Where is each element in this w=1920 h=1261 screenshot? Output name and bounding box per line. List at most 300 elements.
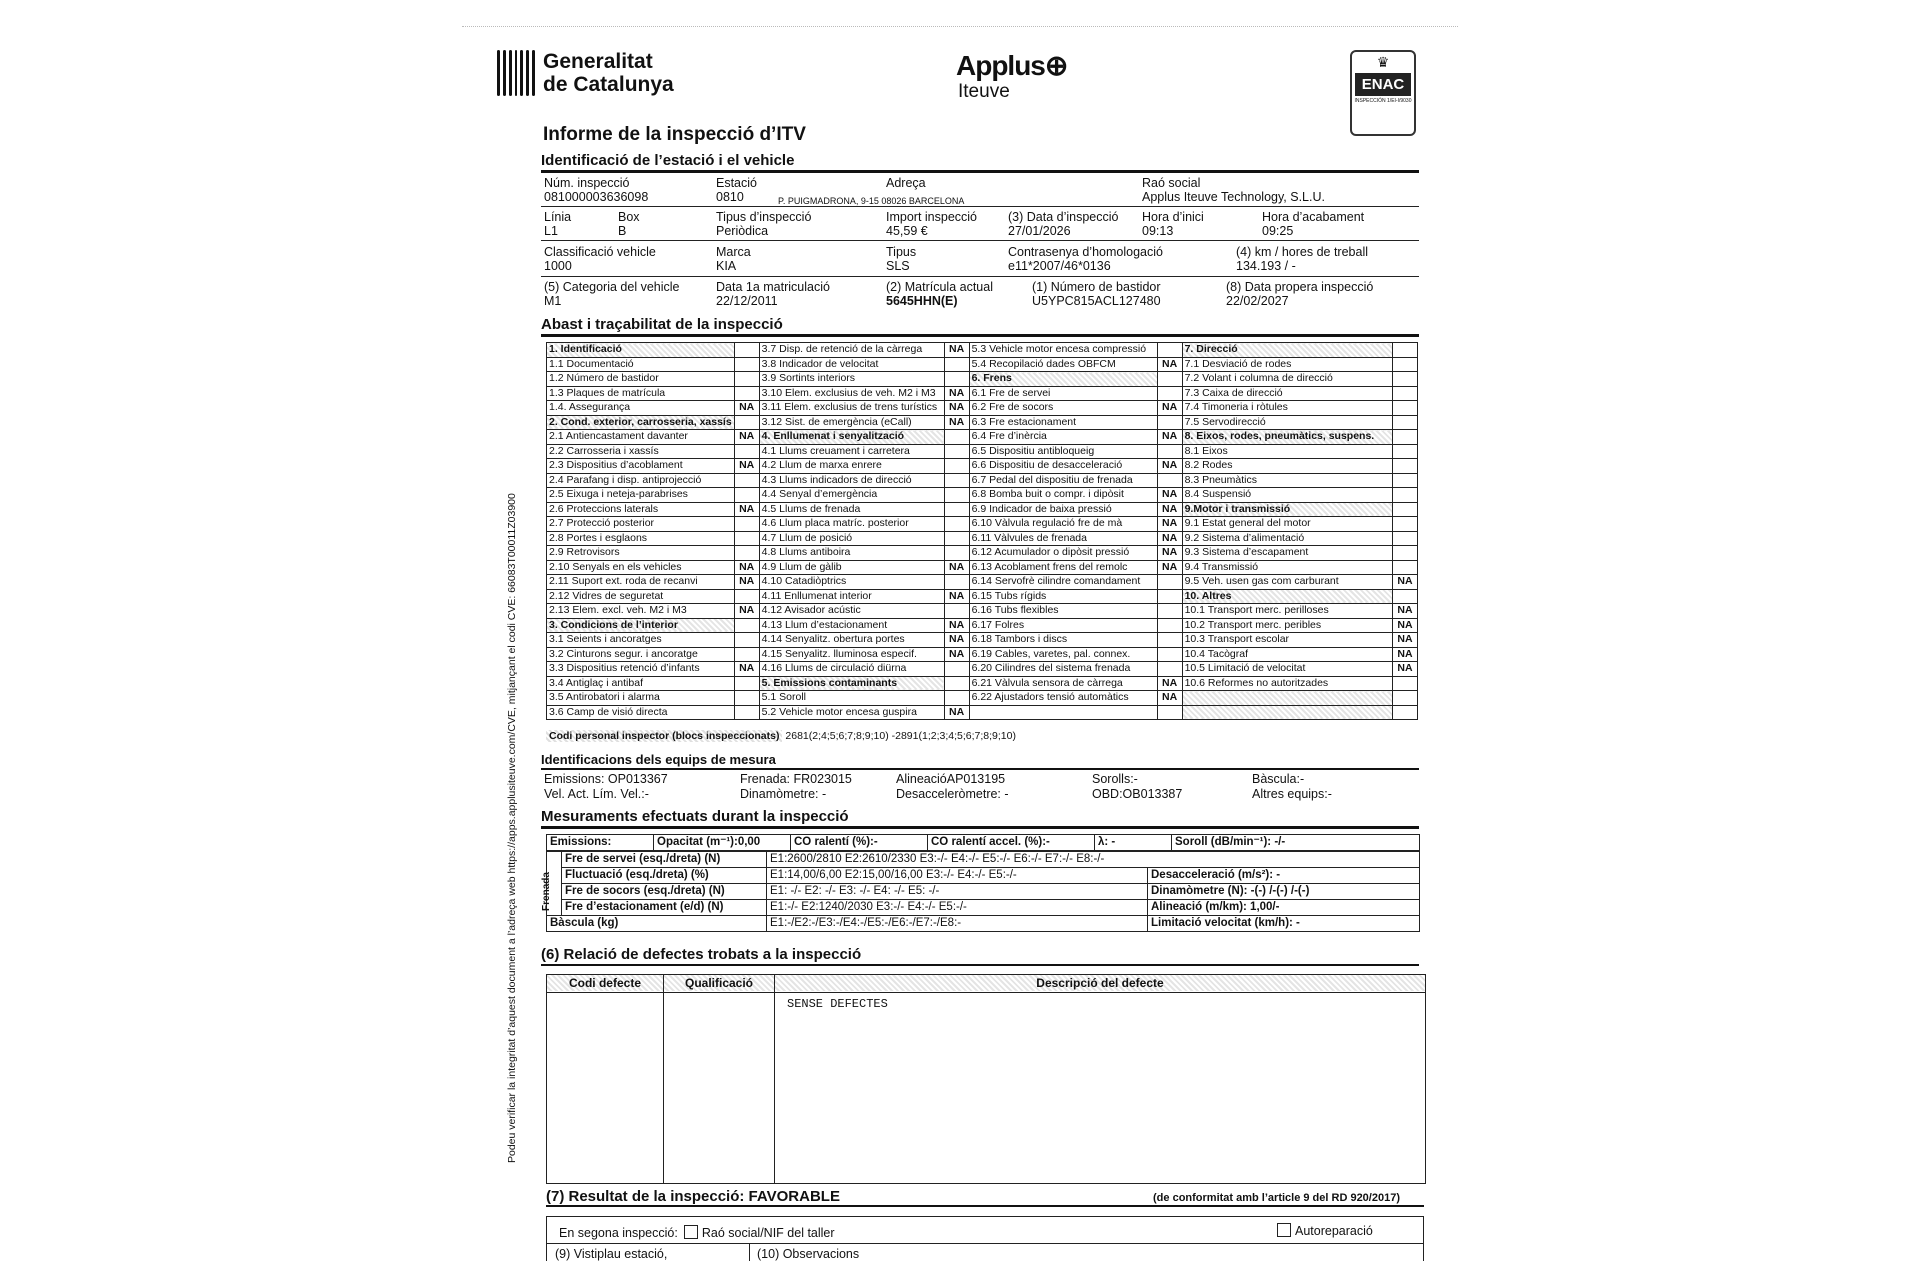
abast-status-cell: NA [944,705,969,720]
abast-status-cell [944,444,969,459]
abast-item-cell: 4.3 Llums indicadors de direcció [759,473,944,488]
abast-table [546,342,1418,720]
abast-status-cell: NA [734,401,759,416]
abast-status-cell: NA [1157,691,1182,706]
abast-status-cell [1392,546,1417,561]
label-categoria: (5) Categoria del vehicle [544,280,680,294]
codi-inspector-value: 2681(2;4;5;6;7;8;9;10) -2891(1;2;3;4;5;6;7;8;9;10) [785,730,1016,742]
abast-row [547,575,1418,590]
label-estacio: Estació [716,176,757,190]
abast-row [547,502,1418,517]
value-marca: KIA [716,259,737,273]
abast-status-cell [944,473,969,488]
enac-small-text: INSPECCIÓN 1/EI-I/9030 [1354,98,1412,104]
value-num-inspeccio: 081000003636098 [544,190,649,204]
co-ralenti-value: CO ralentí (%):- [791,835,928,851]
codi-inspector-label: Codi personal inspector (blocs inspeccionats) [546,730,782,742]
abast-row [547,705,1418,720]
abast-status-cell [1392,517,1417,532]
abast-status-cell [1157,662,1182,677]
rao-nif-checkbox[interactable] [684,1225,698,1239]
value-contrasenya: e11*2007/46*0136 [1008,259,1111,273]
abast-row [547,662,1418,677]
abast-item-cell: 4.5 Llums de frenada [759,502,944,517]
abast-status-cell: NA [1392,662,1417,677]
abast-status-cell: NA [1157,430,1182,445]
autoreparacio-checkbox[interactable] [1277,1223,1291,1237]
value-categoria: M1 [544,294,562,308]
value-adreca: P. PUIGMADRONA, 9-15 08026 BARCELONA [778,196,965,206]
abast-item-cell: 4.6 Llum placa matríc. posterior [759,517,944,532]
abast-item-cell: 6.17 Folres [969,618,1157,633]
label-hora-inici: Hora d’inici [1142,210,1204,224]
col-codi-defecte: Codi defecte [547,975,663,991]
lambda-value: λ: - [1095,835,1172,851]
value-classificacio: 1000 [544,259,572,273]
fre-socors-label: Fre de socors (esq./dreta) (N) [562,884,767,900]
abast-status-cell [734,343,759,358]
abast-status-cell [1392,430,1417,445]
desacceleracio-value: Desacceleració (m/s²): - [1148,868,1420,884]
value-data-matriculacio: 22/12/2011 [716,294,778,308]
abast-row [547,517,1418,532]
equip-desaccelerometre: Desacceleròmetre: - [896,787,1009,801]
fre-servei-label: Fre de servei (esq./dreta) (N) [562,852,767,868]
segona-label: En segona inspecció: [559,1226,678,1240]
abast-item-cell: 7.5 Servodirecció [1182,415,1392,430]
abast-item-cell: 9.2 Sistema d’alimentació [1182,531,1392,546]
abast-status-cell [1157,575,1182,590]
label-tipus-inspeccio: Tipus d’inspecció [716,210,812,224]
divider [547,1243,1423,1244]
abast-item-cell: 10.5 Limitació de velocitat [1182,662,1392,677]
mesuraments-section-title: Mesuraments efectuats durant la inspecció [541,808,1419,829]
abast-status-cell: NA [944,633,969,648]
resultat-label: (7) Resultat de la inspecció: FAVORABLE [546,1188,840,1205]
abast-item-cell: 1.2 Número de bastidor [547,372,735,387]
abast-item-cell: 7.1 Desviació de rodes [1182,357,1392,372]
abast-status-cell: NA [734,575,759,590]
abast-status-cell [734,676,759,691]
abast-item-cell: 6.1 Fre de servei [969,386,1157,401]
abast-item-cell: 9.4 Transmissió [1182,560,1392,575]
abast-status-cell [944,430,969,445]
abast-row [547,444,1418,459]
column-divider [663,975,664,1183]
abast-item-cell: 6.14 Servofrè cilindre comandament [969,575,1157,590]
abast-item-cell [1182,705,1392,720]
abast-item-cell: 1.4. Assegurança [547,401,735,416]
abast-status-cell: NA [734,604,759,619]
abast-item-cell: 3.12 Sist. de emergència (eCall) [759,415,944,430]
abast-status-cell: NA [1157,560,1182,575]
value-hora-inici: 09:13 [1142,224,1174,238]
abast-item-cell: 6.13 Acoblament frens del remolc [969,560,1157,575]
label-num-inspeccio: Núm. inspecció [544,176,630,190]
abast-item-cell: 10.4 Tacògraf [1182,647,1392,662]
label-matricula: (2) Matrícula actual [886,280,993,294]
abast-status-cell: NA [1157,502,1182,517]
abast-status-cell [1392,372,1417,387]
equip-sorolls: Sorolls:- [1092,772,1138,786]
abast-item-cell: 6.18 Tambors i discs [969,633,1157,648]
abast-item-cell: 6.19 Cables, varetes, pal. connex. [969,647,1157,662]
label-marca: Marca [716,245,751,259]
abast-status-cell: NA [734,662,759,677]
abast-item-cell: 6.8 Bomba buit o compr. i dipòsit [969,488,1157,503]
abast-item-cell: 5.1 Soroll [759,691,944,706]
equip-bascula: Bàscula:- [1252,772,1305,786]
abast-status-cell [944,502,969,517]
abast-status-cell: NA [1157,676,1182,691]
equip-dinamometre: Dinamòmetre: - [740,787,827,801]
column-divider [774,975,775,1183]
codi-inspector-row [546,730,1016,742]
abast-item-cell: 10.6 Reformes no autoritzades [1182,676,1392,691]
limitacio-value: Limitació velocitat (km/h): - [1148,916,1420,932]
fre-estacionament-value: E1:-/- E2:1240/2030 E3:-/- E4:-/- E5:-/- [767,900,1148,916]
abast-item-cell: 2.3 Dispositius d’acoblament [547,459,735,474]
abast-item-cell: 6.9 Indicador de baixa pressió [969,502,1157,517]
abast-status-cell [1392,705,1417,720]
abast-item-cell: 2.4 Parafang i disp. antiprojecció [547,473,735,488]
abast-status-cell: NA [1157,546,1182,561]
abast-row [547,401,1418,416]
defectes-section-title: (6) Relació de defectes trobats a la inspecció [541,946,1419,966]
bascula-label: Bàscula (kg) [547,916,767,932]
abast-item-cell: 3.6 Camp de visió directa [547,705,735,720]
enac-label: ENAC [1355,73,1411,96]
abast-status-cell: NA [944,343,969,358]
abast-status-cell: NA [734,502,759,517]
value-tipus-inspeccio: Periòdica [716,224,769,238]
value-tipus: SLS [886,259,910,273]
abast-status-cell [1392,560,1417,575]
abast-item-cell: 6.11 Vàlvules de frenada [969,531,1157,546]
abast-item-cell: 10.2 Transport merc. peribles [1182,618,1392,633]
equip-vel: Vel. Act. Lím. Vel.:- [544,787,649,801]
abast-item-cell: 6.5 Dispositiu antibloqueig [969,444,1157,459]
abast-row [547,691,1418,706]
abast-item-cell: 1.1 Documentació [547,357,735,372]
label-hora-acabament: Hora d’acabament [1262,210,1365,224]
value-estacio: 0810 [716,190,744,204]
resultat-note: (de conformitat amb l’article 9 del RD 920/2017) [1153,1192,1400,1204]
abast-status-cell [1157,633,1182,648]
abast-row [547,386,1418,401]
abast-status-cell [734,705,759,720]
label-contrasenya: Contrasenya d’homologació [1008,245,1163,259]
abast-status-cell [734,589,759,604]
abast-status-cell [1157,415,1182,430]
equip-frenada: Frenada: FR023015 [740,772,852,786]
report-title: Informe de la inspecció d’ITV [543,124,806,145]
abast-row [547,357,1418,372]
abast-row [547,633,1418,648]
abast-status-cell: NA [944,560,969,575]
abast-item-cell: 2.12 Vidres de seguretat [547,589,735,604]
abast-status-cell [1392,415,1417,430]
abast-status-cell [1157,647,1182,662]
bascula-value: E1:-/E2:-/E3:-/E4:-/E5:-/E6:-/E7:-/E8:- [767,916,1148,932]
abast-item-cell: 7. Direcció [1182,343,1392,358]
page-top-divider [462,26,1458,27]
generalitat-logo [497,50,674,96]
abast-status-cell [944,372,969,387]
opacitat-value: Opacitat (m⁻¹):0,00 [654,835,791,851]
value-rao-social: Applus Iteuve Technology, S.L.U. [1142,190,1325,204]
divider [749,1243,750,1261]
frenada-vertical-label [540,864,559,920]
value-box: B [618,224,627,238]
abast-item-cell: 6.7 Pedal del dispositiu de frenada [969,473,1157,488]
equip-altres: Altres equips:- [1252,787,1332,801]
generalitat-line1: Generalitat [543,50,653,73]
abast-status-cell [1392,502,1417,517]
ident-section-title: Identificació de l’estació i el vehicle [541,152,1419,173]
abast-status-cell [944,676,969,691]
abast-item-cell: 5. Emissions contaminants [759,676,944,691]
enac-seal [1350,50,1416,136]
segona-row [559,1225,835,1240]
abast-item-cell: 10.3 Transport escolar [1182,633,1392,648]
abast-row [547,546,1418,561]
abast-item-cell: 8.3 Pneumàtics [1182,473,1392,488]
equip-obd: OBD:OB013387 [1092,787,1183,801]
abast-status-cell: NA [734,459,759,474]
abast-item-cell: 3.11 Elem. exclusius de trens turístics [759,401,944,416]
abast-row [547,531,1418,546]
abast-status-cell [944,531,969,546]
label-km: (4) km / hores de treball [1236,245,1368,259]
abast-status-cell [734,415,759,430]
segona-inspeccio-box [546,1216,1424,1261]
abast-status-cell [734,488,759,503]
abast-item-cell: 2.10 Senyals en els vehicles [547,560,735,575]
abast-item-cell: 8.4 Suspensió [1182,488,1392,503]
verification-side-text: Podeu verificar la integritat d’aquest document a l’adreça web https://apps.applusiteuve.com/CVE, mitjançant el codi CVE: 66083T00011Z03900 [506,493,518,1163]
abast-item-cell: 4.10 Catadiòptrics [759,575,944,590]
abast-item-cell: 5.2 Vehicle motor encesa guspira [759,705,944,720]
label-rao-social: Raó social [1142,176,1201,190]
abast-item-cell: 6.2 Fre de socors [969,401,1157,416]
abast-item-cell: 3.10 Elem. exclusius de veh. M2 i M3 [759,386,944,401]
abast-status-cell: NA [1392,618,1417,633]
abast-item-cell: 6.3 Fre estacionament [969,415,1157,430]
label-data-matriculacio: Data 1a matriculació [716,280,830,294]
abast-row [547,488,1418,503]
applus-subtitle: Iteuve [958,81,1010,102]
abast-row [547,473,1418,488]
abast-item-cell: 8. Eixos, rodes, pneumàtics, suspens. [1182,430,1392,445]
abast-status-cell [1392,386,1417,401]
abast-status-cell [1157,618,1182,633]
abast-item-cell: 2.8 Portes i esglaons [547,531,735,546]
abast-row [547,343,1418,358]
abast-item-cell: 4.15 Senyalitz. lluminosa especif. [759,647,944,662]
value-matricula: 5645HHN(E) [886,294,958,308]
abast-status-cell [734,618,759,633]
abast-status-cell [944,546,969,561]
label-propera-inspeccio: (8) Data propera inspecció [1226,280,1374,294]
frenada-label: Frenada [540,872,552,911]
abast-item-cell: 3. Condicions de l’interior [547,618,735,633]
abast-status-cell: NA [944,589,969,604]
abast-status-cell [944,517,969,532]
abast-status-cell: NA [1157,401,1182,416]
abast-item-cell: 4.14 Senyalitz. obertura portes [759,633,944,648]
abast-status-cell [944,575,969,590]
divider [541,276,1419,277]
abast-status-cell: NA [1157,517,1182,532]
co-accel-value: CO ralentí accel. (%):- [928,835,1095,851]
defectes-text: SENSE DEFECTES [787,997,888,1011]
abast-status-cell [944,691,969,706]
abast-item-cell: 2.5 Eixuga i neteja-parabrises [547,488,735,503]
abast-item-cell: 4.7 Llum de posició [759,531,944,546]
abast-item-cell: 4.9 Llum de gàlib [759,560,944,575]
abast-item-cell: 3.5 Antirobatori i alarma [547,691,735,706]
emissions-label: Emissions: [547,835,654,851]
abast-item-cell: 2.13 Elem. excl. veh. M2 i M3 [547,604,735,619]
abast-item-cell: 4.4 Senyal d’emergència [759,488,944,503]
abast-item-cell: 7.2 Volant i columna de direcció [1182,372,1392,387]
abast-status-cell [1157,386,1182,401]
abast-item-cell: 6.15 Tubs rígids [969,589,1157,604]
abast-status-cell: NA [734,560,759,575]
abast-item-cell: 4.1 Llums creuament i carretera [759,444,944,459]
abast-item-cell: 4.13 Llum d’estacionament [759,618,944,633]
label-import: Import inspecció [886,210,978,224]
abast-status-cell: NA [944,647,969,662]
abast-item-cell: 2. Cond. exterior, carrosseria, xassís [547,415,735,430]
abast-item-cell: 3.8 Indicador de velocitat [759,357,944,372]
abast-item-cell: 6.20 Cilindres del sistema frenada [969,662,1157,677]
generalitat-line2: de Catalunya [543,73,674,96]
abast-row [547,372,1418,387]
abast-item-cell: 6.6 Dispositiu de desacceleració [969,459,1157,474]
abast-status-cell [1392,343,1417,358]
label-bastidor: (1) Número de bastidor [1032,280,1161,294]
abast-item-cell: 4.2 Llum de marxa enrere [759,459,944,474]
label-classificacio: Classificació vehicle [544,245,656,259]
abast-item-cell: 10. Altres [1182,589,1392,604]
value-import: 45,59 € [886,224,928,238]
value-data-inspeccio: 27/01/2026 [1008,224,1071,238]
label-adreca: Adreça [886,176,926,190]
abast-item-cell: 5.4 Recopilació dades OBFCM [969,357,1157,372]
abast-status-cell: NA [944,415,969,430]
abast-item-cell: 6.10 Vàlvula regulació fre de mà [969,517,1157,532]
observacions-label: (10) Observacions [757,1247,860,1261]
label-data-inspeccio: (3) Data d’inspecció [1008,210,1119,224]
abast-item-cell: 6.16 Tubs flexibles [969,604,1157,619]
resultat-row [546,1188,1424,1207]
abast-status-cell [734,546,759,561]
abast-item-cell: 3.3 Dispositius retenció d’infants [547,662,735,677]
abast-item-cell: 2.6 Proteccions laterals [547,502,735,517]
value-linia: L1 [544,224,558,238]
abast-status-cell [944,662,969,677]
abast-item-cell: 6.4 Fre d’inèrcia [969,430,1157,445]
abast-status-cell: NA [1157,531,1182,546]
abast-status-cell: NA [944,401,969,416]
label-box: Box [618,210,640,224]
vistiplau-label: (9) Vistiplau estació, [555,1247,668,1261]
abast-item-cell [1182,691,1392,706]
col-qualificacio: Qualificació [664,975,774,991]
abast-status-cell [734,517,759,532]
abast-status-cell [734,386,759,401]
abast-item-cell: 4. Enllumenat i senyalització [759,430,944,445]
value-km: 134.193 / - [1236,259,1296,273]
abast-status-cell [734,357,759,372]
equip-emissions: Emissions: OP013367 [544,772,668,786]
abast-status-cell [1157,604,1182,619]
abast-item-cell: 3.4 Antiglaç i antibaf [547,676,735,691]
abast-status-cell [944,459,969,474]
abast-status-cell: NA [1157,488,1182,503]
abast-status-cell [1392,459,1417,474]
abast-row [547,618,1418,633]
abast-status-cell [734,372,759,387]
abast-status-cell [944,488,969,503]
abast-item-cell: 6.22 Ajustadors tensió automàtics [969,691,1157,706]
abast-status-cell [1157,444,1182,459]
abast-status-cell [1157,589,1182,604]
alineacio-value: Alineació (m/km): 1,00/- [1148,900,1420,916]
autoreparacio-label: Autoreparació [1295,1224,1373,1238]
abast-status-cell [1157,372,1182,387]
abast-status-cell [734,473,759,488]
abast-status-cell: NA [944,386,969,401]
abast-item-cell: 1. Identificació [547,343,735,358]
abast-row [547,560,1418,575]
abast-item-cell: 7.3 Caixa de direcció [1182,386,1392,401]
abast-row [547,676,1418,691]
abast-row [547,604,1418,619]
abast-row [547,459,1418,474]
abast-item-cell: 2.9 Retrovisors [547,546,735,561]
abast-item-cell: 8.1 Eixos [1182,444,1392,459]
abast-status-cell: NA [1392,604,1417,619]
abast-status-cell [1392,401,1417,416]
abast-status-cell [1392,357,1417,372]
abast-item-cell: 2.7 Protecció posterior [547,517,735,532]
abast-item-cell: 9.1 Estat general del motor [1182,517,1392,532]
applus-logo: Applus⊕ [956,50,1068,81]
abast-status-cell [734,444,759,459]
value-hora-acabament: 09:25 [1262,224,1294,238]
label-linia: Línia [544,210,572,224]
abast-status-cell: NA [944,618,969,633]
abast-item-cell: 2.2 Carrosseria i xassís [547,444,735,459]
rao-nif-label: Raó social/NIF del taller [701,1226,835,1240]
fre-servei-value: E1:2600/2810 E2:2610/2330 E3:-/- E4:-/- E5:-/- E6:-/- E7:-/- E8:-/- [767,852,1420,868]
abast-item-cell: 6.21 Vàlvula sensora de càrrega [969,676,1157,691]
abast-status-cell [1392,531,1417,546]
mesuraments-table [546,834,1420,851]
abast-status-cell [1392,691,1417,706]
abast-status-cell [1157,343,1182,358]
abast-item-cell: 4.12 Avisador acústic [759,604,944,619]
dinamometre-value: Dinamòmetre (N): -(-) /-(-) /-(-) [1148,884,1420,900]
abast-status-cell [1392,444,1417,459]
abast-item-cell: 10.1 Transport merc. perilloses [1182,604,1392,619]
value-bastidor: U5YPC815ACL127480 [1032,294,1161,308]
abast-status-cell [1392,589,1417,604]
fre-estacionament-label: Fre d’estacionament (e/d) (N) [562,900,767,916]
